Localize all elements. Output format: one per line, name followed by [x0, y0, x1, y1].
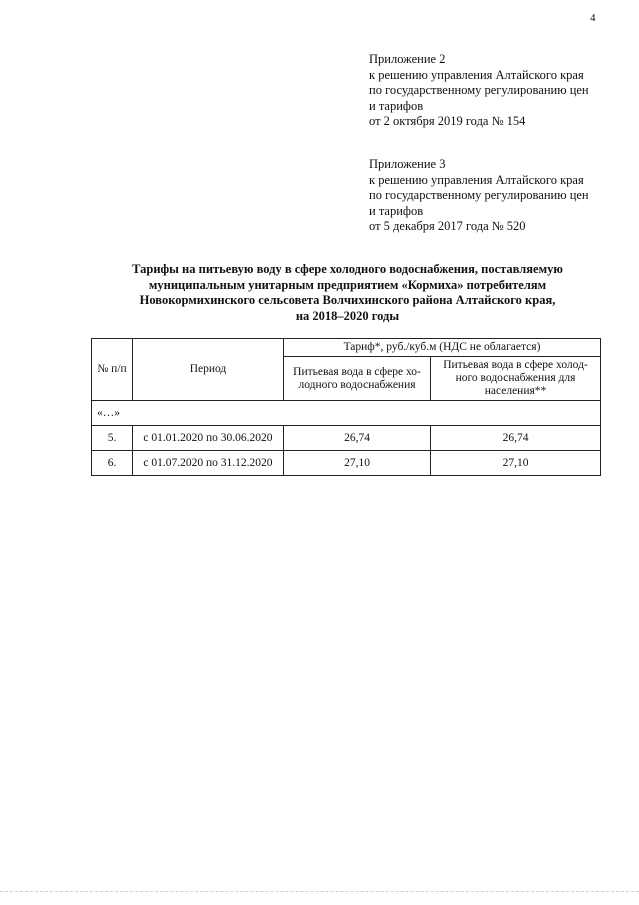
- title-line: Новокормихинского сельсовета Волчихинского района Алтайского края,: [139, 293, 556, 307]
- appendix-2-line: по государственному регулированию цен: [369, 83, 589, 97]
- cell-col-a: 26,74: [284, 426, 431, 451]
- cell-period: с 01.07.2020 по 31.12.2020: [133, 451, 284, 476]
- appendix-3-line: от 5 декабря 2017 года № 520: [369, 219, 526, 233]
- page-number: 4: [590, 12, 596, 24]
- cell-num: 6.: [92, 451, 133, 476]
- header-tariff-group: Тариф*, руб./куб.м (НДС не облагается): [284, 339, 601, 357]
- cell-num: 5.: [92, 426, 133, 451]
- table-header-row: [92, 339, 601, 357]
- document-title: [95, 262, 600, 324]
- page-bottom-divider: [0, 891, 639, 892]
- appendix-2-block: [369, 52, 619, 130]
- appendix-3-block: [369, 157, 619, 235]
- header-col-a: Питьевая вода в сфере хо-лодного водоснабжения: [284, 357, 431, 401]
- appendix-3-line: к решению управления Алтайского края: [369, 172, 584, 187]
- title-line: муниципальным унитарным предприятием «Кормиха» потребителям: [148, 277, 547, 292]
- cell-col-b: 27,10: [431, 451, 601, 476]
- table-row: [92, 426, 601, 451]
- header-num: № п/п: [92, 339, 133, 401]
- appendix-2-line: к решению управления Алтайского края: [369, 67, 584, 82]
- appendix-3-line: по государственному регулированию цен: [369, 188, 589, 202]
- title-line: на 2018–2020 годы: [295, 308, 400, 323]
- tariff-table: [91, 338, 601, 476]
- title-line: Тарифы на питьевую воду в сфере холодного водоснабжения, поставляемую: [132, 262, 563, 276]
- cell-col-b: 26,74: [431, 426, 601, 451]
- table-row: [92, 451, 601, 476]
- appendix-2-line: от 2 октября 2019 года № 154: [369, 114, 526, 128]
- header-col-b: Питьевая вода в сфере холод-ного водоснабжения для населения**: [431, 357, 601, 401]
- cell-col-a: 27,10: [284, 451, 431, 476]
- ellipsis-cell: «…»: [92, 401, 601, 426]
- appendix-2-line: Приложение 2: [369, 52, 446, 66]
- table-row-ellipsis: [92, 401, 601, 426]
- appendix-3-line: и тарифов: [369, 203, 424, 218]
- header-period: Период: [133, 339, 284, 401]
- appendix-2-line: и тарифов: [369, 98, 424, 113]
- appendix-3-line: Приложение 3: [369, 157, 446, 171]
- cell-period: с 01.01.2020 по 30.06.2020: [133, 426, 284, 451]
